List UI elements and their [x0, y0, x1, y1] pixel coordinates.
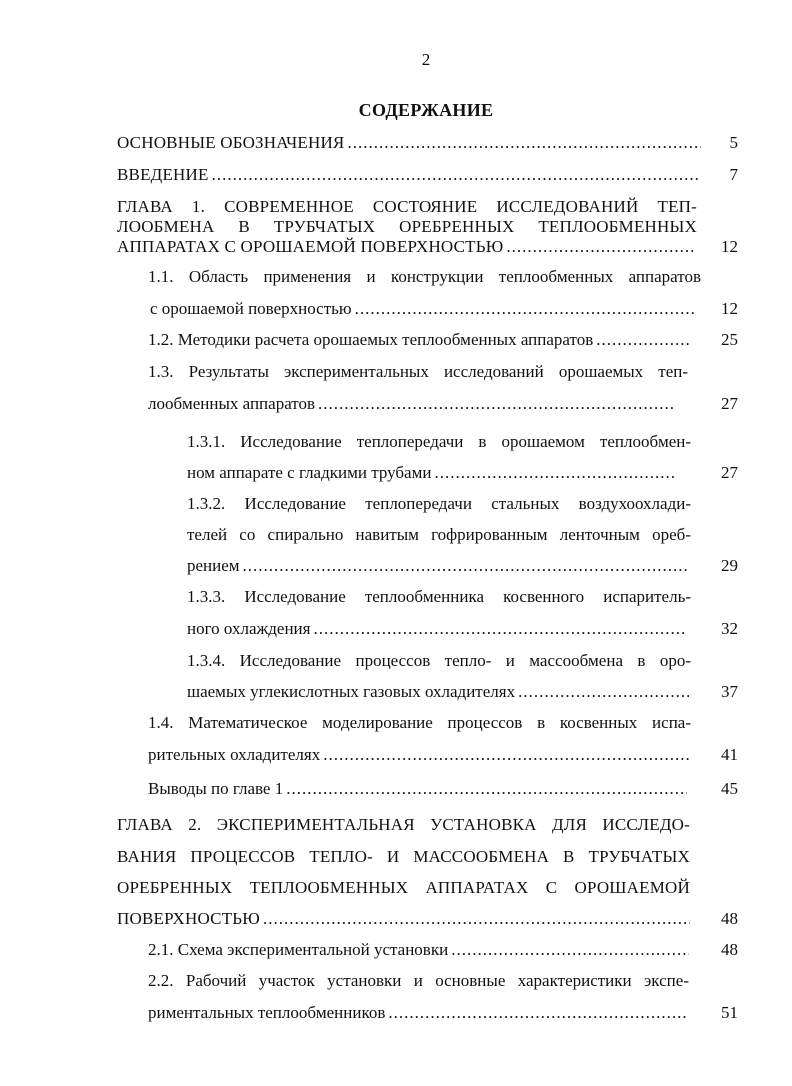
toc-line	[148, 713, 691, 733]
leader-dots	[323, 745, 691, 765]
toc-text: ГЛАВА 2. ЭКСПЕРИМЕНТАЛЬНАЯ УСТАНОВКА ДЛЯ ИССЛЕДО-	[117, 815, 690, 834]
toc-text: ном аппарате с гладкими трубами	[187, 463, 432, 482]
leader-dots	[518, 682, 689, 702]
toc-text: 1.3.4. Исследование процессов тепло- и массообмена в оро-	[187, 651, 691, 670]
toc-line	[148, 745, 691, 765]
toc-text: 1.1. Область применения и конструкции теплообменных аппаратов	[148, 267, 701, 286]
toc-line	[187, 432, 691, 452]
toc-text: 2.1. Схема экспериментальной установки	[148, 940, 449, 959]
toc-text: ного охлаждения	[187, 619, 311, 638]
toc-line	[117, 197, 697, 217]
leader-dots	[347, 133, 701, 153]
toc-line	[148, 1003, 687, 1023]
toc-text: с орошаемой поверхностью	[150, 299, 352, 318]
toc-page-number: 45	[721, 779, 738, 798]
toc-text: телей со спирально навитым гофрированным ленточным ореб-	[187, 525, 691, 544]
toc-line	[150, 299, 695, 319]
toc-line	[187, 682, 689, 702]
toc-page-number: 48	[721, 940, 738, 959]
toc-text: ЛООБМЕНА В ТРУБЧАТЫХ ОРЕБРЕННЫХ ТЕПЛООБМЕННЫХ	[117, 217, 697, 236]
toc-text: 1.3. Результаты экспериментальных исследований орошаемых теп-	[148, 362, 688, 381]
toc-line	[187, 463, 677, 483]
toc-page-number: 12	[721, 299, 738, 318]
toc-page-number: 48	[721, 909, 738, 928]
toc-text: ОСНОВНЫЕ ОБОЗНАЧЕНИЯ	[117, 133, 345, 152]
toc-page-number: 29	[721, 556, 738, 575]
toc-text: ГЛАВА 1. СОВРЕМЕННОЕ СОСТОЯНИЕ ИССЛЕДОВАНИЙ ТЕП-	[117, 197, 697, 216]
leader-dots	[355, 299, 695, 319]
toc-line	[187, 587, 691, 607]
leader-dots	[434, 463, 677, 483]
toc-page-number: 27	[721, 394, 738, 413]
toc-line	[117, 165, 701, 185]
toc-text: 2.2. Рабочий участок установки и основные характеристики экспе-	[148, 971, 689, 990]
toc-page-number: 5	[729, 133, 738, 152]
toc-text: лообменных аппаратов	[148, 394, 316, 413]
leader-dots	[596, 330, 689, 350]
toc-text: шаемых углекислотных газовых охладителях	[187, 682, 516, 701]
toc-page-number: 41	[721, 745, 738, 764]
toc-line	[117, 237, 694, 257]
toc-line	[187, 494, 691, 514]
toc-text: Выводы по главе 1	[148, 779, 284, 798]
toc-line	[148, 330, 689, 350]
toc-line	[148, 362, 688, 382]
toc-text: 1.3.3. Исследование теплообменника косвенного испаритель-	[187, 587, 691, 606]
toc-page-number: 12	[721, 237, 738, 256]
toc-line	[117, 815, 690, 835]
leader-dots	[318, 394, 675, 414]
toc-text: ОРЕБРЕННЫХ ТЕПЛООБМЕННЫХ АППАРАТАХ С ОРОШАЕМОЙ	[117, 878, 690, 897]
toc-page-number: 27	[721, 463, 738, 482]
toc-line	[148, 971, 689, 991]
toc-text: 1.3.2. Исследование теплопередачи стальных воздухоохлади-	[187, 494, 691, 513]
toc-page-number: 51	[721, 1003, 738, 1022]
leader-dots	[388, 1003, 687, 1023]
toc-text: АППАРАТАХ С ОРОШАЕМОЙ ПОВЕРХНОСТЬЮ	[117, 237, 504, 256]
leader-dots	[212, 165, 701, 185]
toc-text: ВВЕДЕНИЕ	[117, 165, 209, 184]
toc-text: ВАНИЯ ПРОЦЕССОВ ТЕПЛО- И МАССООБМЕНА В ТРУБЧАТЫХ	[117, 847, 690, 866]
page-title: СОДЕРЖАНИЕ	[358, 100, 494, 120]
toc-text: рением	[187, 556, 240, 575]
toc-page-number: 7	[729, 165, 738, 184]
page-number: 2	[421, 50, 431, 69]
toc-line	[117, 909, 690, 929]
toc-line	[187, 556, 687, 576]
toc-line	[187, 651, 691, 671]
leader-dots	[313, 619, 687, 639]
toc-text: ПОВЕРХНОСТЬЮ	[117, 909, 260, 928]
leader-dots	[506, 237, 694, 257]
toc-text: риментальных теплообменников	[148, 1003, 386, 1022]
toc-line	[117, 878, 690, 898]
toc-text: 1.2. Методики расчета орошаемых теплообменных аппаратов	[148, 330, 594, 349]
toc-line	[117, 133, 701, 153]
toc-line	[187, 525, 691, 545]
toc-line	[148, 394, 675, 414]
leader-dots	[243, 556, 687, 576]
leader-dots	[263, 909, 690, 929]
toc-text: 1.4. Математическое моделирование процессов в косвенных испа-	[148, 713, 691, 732]
leader-dots	[286, 779, 687, 799]
leader-dots	[451, 940, 689, 960]
toc-page-number: 32	[721, 619, 738, 638]
toc-text: рительных охладителях	[148, 745, 321, 764]
toc-line	[117, 847, 690, 867]
toc-text: 1.3.1. Исследование теплопередачи в орошаемом теплообмен-	[187, 432, 691, 451]
toc-page-number: 37	[721, 682, 738, 701]
toc-line	[187, 619, 687, 639]
toc-line	[148, 940, 689, 960]
toc-line	[148, 779, 687, 799]
toc-line	[148, 267, 701, 287]
toc-line	[117, 217, 697, 237]
toc-page-number: 25	[721, 330, 738, 349]
